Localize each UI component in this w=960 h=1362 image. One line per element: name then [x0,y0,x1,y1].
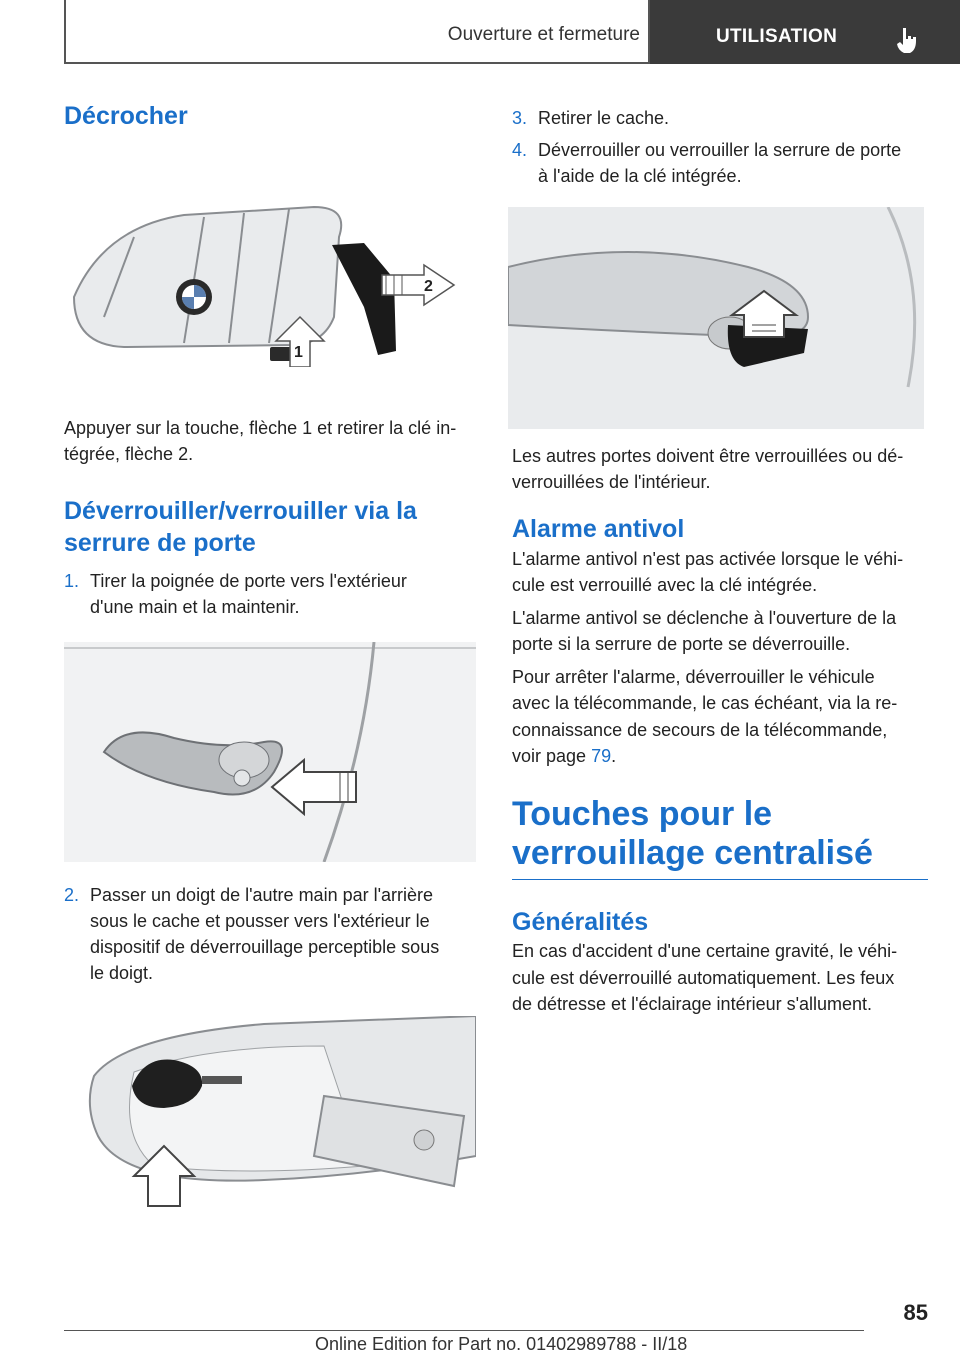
header-chapter-tab [650,0,960,64]
paragraph-line: L'alarme antivol n'est pas activée lorsque le véhi‐ [512,548,904,569]
paragraph-decrocher [64,415,476,467]
paragraph-line: En cas d'accident d'une certaine gravité, le véhi‐ [512,941,898,962]
paragraph-generalites [512,938,928,1016]
step-number: 3. [512,108,528,128]
heading-door-lock [64,495,476,560]
alarm-paragraph-2 [512,605,928,657]
cover-release-figure [64,1016,476,1212]
door-handle-figure [64,642,476,862]
step-number: 1. [64,570,80,591]
chapter-label: UTILISATION [716,26,838,47]
step-3 [512,105,928,131]
heading-generalites: Généralités [512,907,649,936]
step-line: dispositif de déverrouillage perceptible sous [90,937,440,958]
footer-divider [64,1330,864,1331]
paragraph-line: verrouillées de l'intérieur. [512,472,711,493]
step-line: d'une main et la maintenir. [90,596,300,617]
heading-line: Déverrouiller/verrouiller via la [64,496,417,525]
step-line: sous le cache et pousser vers l'extérieur le [90,910,430,931]
step-line: Tirer la poignée de porte vers l'extérieur [90,570,407,591]
step-line: le doigt. [90,963,154,984]
text-segment: . [611,745,617,766]
step-line: Retirer le cache. [538,108,670,128]
text-segment: voir page [512,745,592,766]
paragraph-line: L'alarme antivol se déclenche à l'ouverture de la [512,608,897,629]
heading-decrocher: Décrocher [64,102,188,130]
step-line: à l'aide de la clé intégrée. [538,166,742,187]
page-79-link[interactable]: 79 [591,745,612,766]
paragraph-other-doors [512,443,928,495]
step-number: 4. [512,140,528,161]
heading-central-locking [512,795,928,880]
heading-alarm: Alarme antivol [512,515,685,544]
step-2 [64,882,476,986]
paragraph-line: Les autres portes doivent être verrouillées ou dé‐ [512,446,904,467]
step-number: 2. [64,884,80,905]
header-section-title: Ouverture et fermeture [447,24,640,45]
key-figure-label-2: 2 [424,277,433,295]
step-line: Passer un doigt de l'autre main par l'arrière [90,884,434,905]
step-4 [512,137,928,189]
alarm-paragraph-3 [512,664,928,768]
key-in-lock-figure [508,207,924,429]
paragraph-line: porte si la serrure de porte se déverrouille. [512,634,851,655]
paragraph-line: cule est verrouillé avec la clé intégrée. [512,575,818,596]
paragraph-line: tégrée, flèche 2. [64,443,194,464]
paragraph-line [512,743,928,769]
heading-line: Touches pour le [512,794,773,833]
heading-line: serrure de porte [64,529,256,558]
paragraph-line: avec la télécommande, le cas échéant, via la re‐ [512,693,898,714]
paragraph-line: connaissance de secours de la télécommande, [512,719,888,740]
paragraph-line: Appuyer sur la touche, flèche 1 et retirer la clé in‐ [64,417,457,438]
paragraph-line: cule est déverrouillé automatiquement. Les feux [512,967,895,988]
key-figure-label-1: 1 [294,343,303,361]
key-removal-figure [64,167,476,367]
page-number: 85 [903,1300,928,1325]
paragraph-line: Pour arrêter l'alarme, déverrouiller le véhicule [512,667,875,688]
heading-line: verrouillage centralisé [512,833,873,872]
left-column [64,100,476,1212]
alarm-paragraph-1 [512,546,928,598]
paragraph-line: de détresse et l'éclairage intérieur s'allument. [512,993,873,1014]
step-line: Déverrouiller ou verrouiller la serrure de porte [538,140,902,161]
step-1 [64,568,476,620]
pointing-hand-icon [894,26,920,54]
footer-edition: Online Edition for Part no. 01402989788 - II/18 [315,1334,688,1354]
right-column [512,100,928,1017]
